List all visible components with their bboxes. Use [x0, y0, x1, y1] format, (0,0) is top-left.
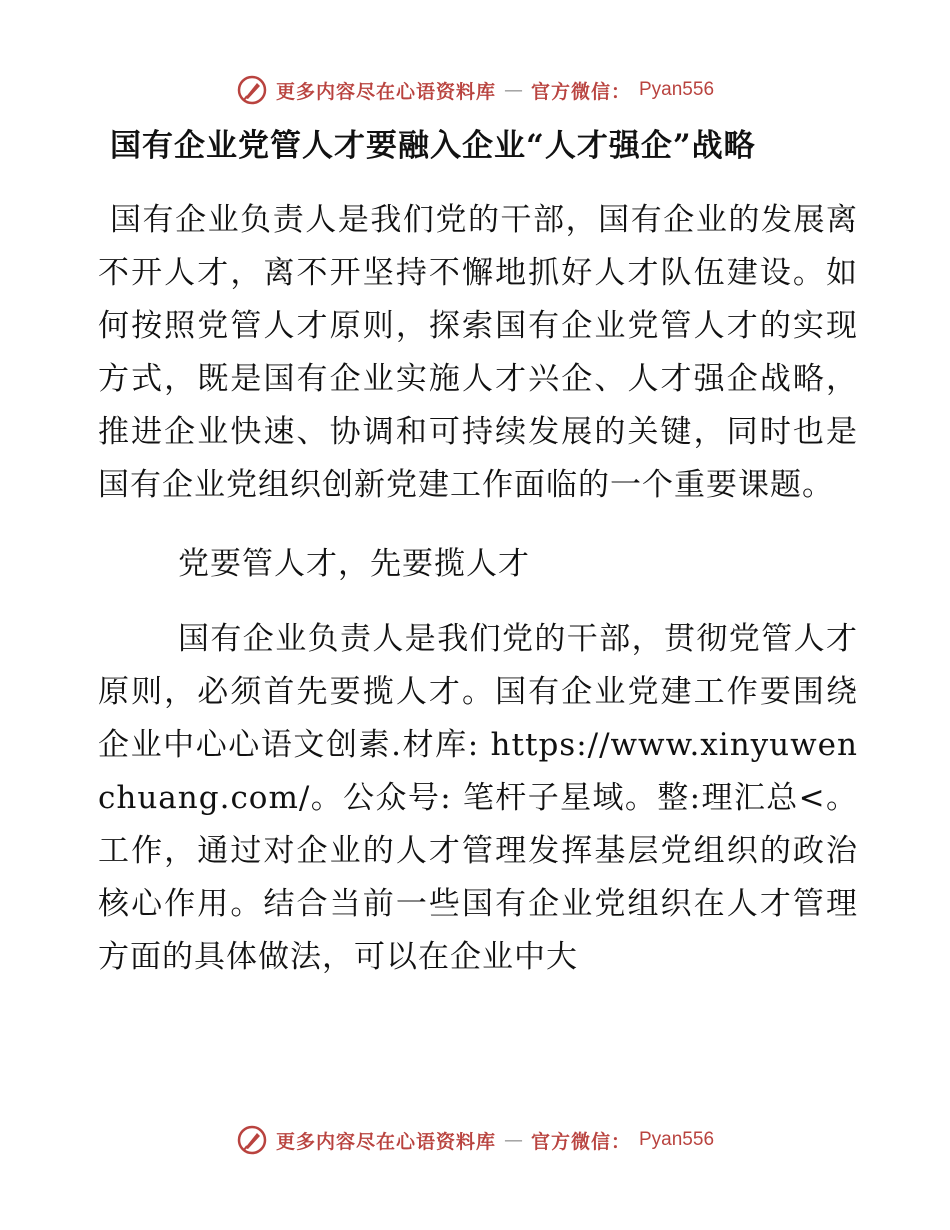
banner-separator: —	[503, 1129, 523, 1151]
document-body	[98, 120, 858, 984]
banner-text: 更多内容尽在心语资料库	[275, 1130, 496, 1153]
document-title: 国有企业党管人才要融入企业“人才强企”战略	[110, 128, 756, 164]
footer-banner	[0, 1120, 950, 1160]
paragraph-1: 国有企业负责人是我们党的干部，国有企业的发展离不开人才，离不开坚持不懈地抓好人才队伍建设。如何按照党管人才原则，探索国有企业党管人才的实现方式，既是国有企业实施人才兴企、人才强企战略，推进企业快速、协调和可持续发展的关键，同时也是国有企业党组织创新党建工作面临的一个重要课题。	[98, 202, 858, 503]
banner-wechat-label: 官方微信：	[530, 1130, 631, 1153]
banner-wechat-id: Pyan556	[639, 79, 715, 100]
section-heading: 党要管人才，先要揽人才	[178, 546, 530, 582]
banner-text: 更多内容尽在心语资料库	[275, 80, 496, 103]
paragraph-2: 国有企业负责人是我们党的干部，贯彻党管人才原则，必须首先要揽人才。国有企业党建工作要围绕企业中心心语文创素.材库: https://www.xinyuwenchuang.com/。公众号: 笔杆子星域。整:理汇总<。工作，通过对企业的人才管理发挥基层党组织的政治核心作用。结合当前一些国有企业党组织在人才管理方面的具体做法，可以在企业中大	[98, 621, 858, 975]
banner-wechat-id: Pyan556	[639, 1129, 715, 1150]
banner-wechat-label: 官方微信：	[530, 80, 631, 103]
quill-logo-icon	[236, 74, 268, 106]
header-banner	[0, 70, 950, 110]
banner-separator: —	[503, 79, 523, 101]
quill-logo-icon	[236, 1124, 268, 1156]
